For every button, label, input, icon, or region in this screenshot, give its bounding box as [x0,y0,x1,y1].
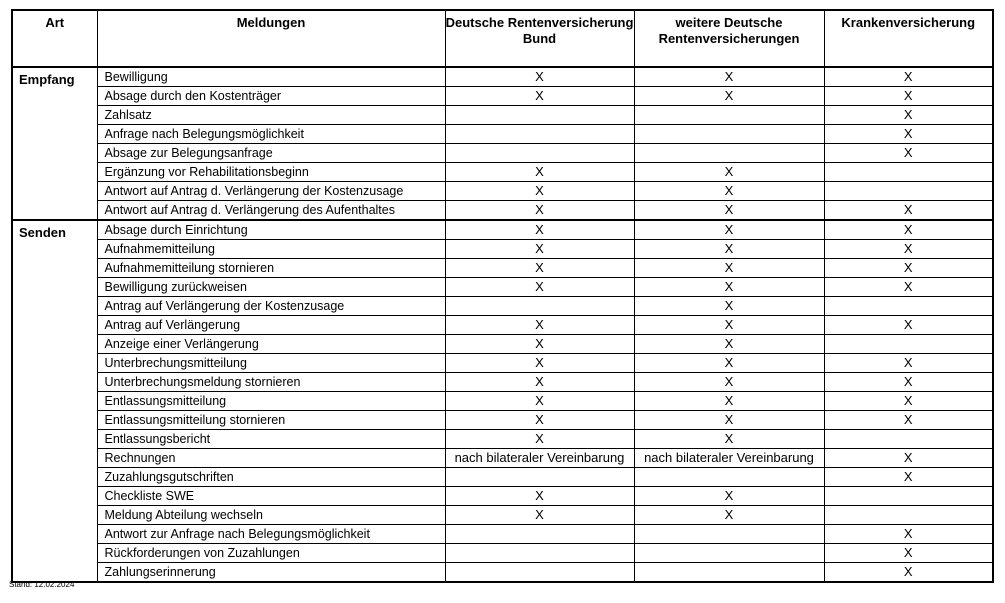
cell-drv-bund: X [445,87,634,106]
cell-drv-bund: X [445,259,634,278]
message-name: Antrag auf Verlängerung der Kostenzusage [97,297,445,316]
art-group-label: Senden [12,220,97,582]
cell-weitere-drv: X [634,392,824,411]
table-row [12,487,993,506]
table-row [12,87,993,106]
message-name: Bewilligung [97,67,445,87]
message-name: Entlassungsmitteilung stornieren [97,411,445,430]
header-krankenversicherung: Krankenversicherung [824,10,993,67]
cell-weitere-drv: nach bilateraler Vereinbarung [634,449,824,468]
message-name: Absage durch den Kostenträger [97,87,445,106]
table-row [12,563,993,583]
table-row [12,125,993,144]
message-name: Antrag auf Verlängerung [97,316,445,335]
table-row [12,201,993,221]
table-row [12,163,993,182]
header-row [12,10,993,67]
cell-weitere-drv [634,544,824,563]
cell-weitere-drv: X [634,411,824,430]
header-art: Art [12,10,97,67]
art-group-label: Empfang [12,67,97,220]
table-row [12,449,993,468]
cell-weitere-drv: X [634,354,824,373]
table-row [12,506,993,525]
cell-drv-bund: X [445,240,634,259]
cell-drv-bund: X [445,411,634,430]
message-name: Absage durch Einrichtung [97,220,445,240]
cell-weitere-drv: X [634,297,824,316]
cell-krankenversicherung: X [824,392,993,411]
cell-weitere-drv: X [634,259,824,278]
cell-weitere-drv: X [634,67,824,87]
cell-drv-bund: X [445,278,634,297]
cell-krankenversicherung [824,506,993,525]
cell-krankenversicherung: X [824,201,993,221]
cell-drv-bund: X [445,506,634,525]
message-name: Absage zur Belegungsanfrage [97,144,445,163]
message-name: Antwort auf Antrag d. Verlängerung der Kostenzusage [97,182,445,201]
message-name: Bewilligung zurückweisen [97,278,445,297]
cell-drv-bund: X [445,392,634,411]
cell-krankenversicherung: X [824,525,993,544]
header-meldungen: Meldungen [97,10,445,67]
cell-drv-bund: X [445,220,634,240]
cell-krankenversicherung: X [824,316,993,335]
message-name: Aufnahmemitteilung stornieren [97,259,445,278]
cell-weitere-drv: X [634,240,824,259]
message-name: Antwort auf Antrag d. Verlängerung des Aufenthaltes [97,201,445,221]
cell-weitere-drv: X [634,220,824,240]
table-body [12,67,993,582]
cell-drv-bund: X [445,354,634,373]
cell-krankenversicherung: X [824,468,993,487]
cell-weitere-drv [634,106,824,125]
cell-krankenversicherung: X [824,563,993,583]
cell-drv-bund [445,144,634,163]
message-name: Zahlsatz [97,106,445,125]
cell-krankenversicherung [824,487,993,506]
table-row [12,67,993,87]
message-name: Entlassungsmitteilung [97,392,445,411]
header-drv-bund: Deutsche Rentenversicherung Bund [445,10,634,67]
cell-weitere-drv: X [634,278,824,297]
cell-krankenversicherung: X [824,544,993,563]
message-name: Rückforderungen von Zuzahlungen [97,544,445,563]
table-row [12,220,993,240]
table-row [12,525,993,544]
cell-drv-bund [445,125,634,144]
table-row [12,144,993,163]
table-row [12,335,993,354]
message-name: Zuzahlungsgutschriften [97,468,445,487]
table-row [12,297,993,316]
cell-krankenversicherung: X [824,125,993,144]
cell-krankenversicherung: X [824,106,993,125]
message-name: Checkliste SWE [97,487,445,506]
cell-weitere-drv: X [634,335,824,354]
cell-krankenversicherung [824,297,993,316]
cell-drv-bund: X [445,335,634,354]
message-name: Anfrage nach Belegungsmöglichkeit [97,125,445,144]
message-name: Zahlungserinnerung [97,563,445,583]
cell-drv-bund: X [445,163,634,182]
cell-drv-bund: X [445,373,634,392]
cell-weitere-drv [634,468,824,487]
meldungen-table [11,9,994,583]
message-name: Anzeige einer Verlängerung [97,335,445,354]
message-name: Aufnahmemitteilung [97,240,445,259]
cell-drv-bund [445,468,634,487]
message-name: Unterbrechungsmitteilung [97,354,445,373]
cell-krankenversicherung: X [824,67,993,87]
table-row [12,411,993,430]
cell-krankenversicherung [824,182,993,201]
cell-drv-bund [445,106,634,125]
table-row [12,240,993,259]
table-row [12,354,993,373]
cell-weitere-drv: X [634,430,824,449]
cell-krankenversicherung: X [824,411,993,430]
message-name: Entlassungsbericht [97,430,445,449]
cell-krankenversicherung: X [824,240,993,259]
cell-drv-bund [445,563,634,583]
cell-krankenversicherung: X [824,449,993,468]
cell-weitere-drv: X [634,316,824,335]
table-row [12,468,993,487]
cell-weitere-drv: X [634,182,824,201]
cell-drv-bund: X [445,430,634,449]
header-weitere-drv: weitere Deutsche Rentenversicherungen [634,10,824,67]
message-name: Unterbrechungsmeldung stornieren [97,373,445,392]
cell-krankenversicherung: X [824,144,993,163]
cell-krankenversicherung: X [824,220,993,240]
cell-drv-bund: X [445,487,634,506]
cell-weitere-drv: X [634,487,824,506]
cell-krankenversicherung: X [824,373,993,392]
cell-drv-bund: X [445,201,634,221]
cell-krankenversicherung [824,335,993,354]
table-row [12,392,993,411]
cell-krankenversicherung: X [824,87,993,106]
table-row [12,278,993,297]
cell-drv-bund: X [445,67,634,87]
cell-krankenversicherung: X [824,259,993,278]
cell-weitere-drv [634,563,824,583]
table-row [12,430,993,449]
cell-weitere-drv [634,525,824,544]
message-name: Ergänzung vor Rehabilitationsbeginn [97,163,445,182]
cell-drv-bund [445,297,634,316]
footnote: Stand: 12.02.2024 [9,580,75,589]
table-row [12,182,993,201]
message-name: Rechnungen [97,449,445,468]
cell-weitere-drv: X [634,163,824,182]
cell-krankenversicherung: X [824,354,993,373]
cell-krankenversicherung: X [824,278,993,297]
cell-weitere-drv: X [634,201,824,221]
message-name: Meldung Abteilung wechseln [97,506,445,525]
cell-drv-bund [445,544,634,563]
table-row [12,316,993,335]
cell-weitere-drv: X [634,87,824,106]
table-row [12,106,993,125]
table-row [12,259,993,278]
cell-weitere-drv [634,125,824,144]
cell-drv-bund: nach bilateraler Vereinbarung [445,449,634,468]
cell-weitere-drv: X [634,373,824,392]
cell-drv-bund: X [445,316,634,335]
cell-krankenversicherung [824,163,993,182]
message-name: Antwort zur Anfrage nach Belegungsmöglichkeit [97,525,445,544]
cell-krankenversicherung [824,430,993,449]
table-row [12,544,993,563]
cell-weitere-drv: X [634,506,824,525]
cell-drv-bund: X [445,182,634,201]
cell-weitere-drv [634,144,824,163]
cell-drv-bund [445,525,634,544]
table-row [12,373,993,392]
